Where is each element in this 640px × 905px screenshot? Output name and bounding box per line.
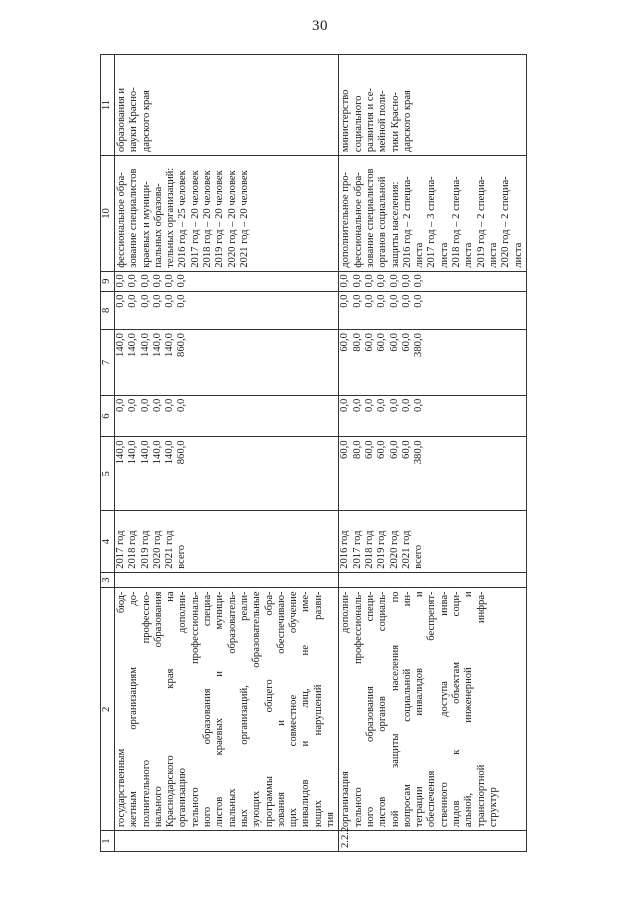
responsible-executor-line: социального — [352, 95, 364, 153]
local-funding-row — [164, 292, 176, 330]
activity-description-line: листов органов социаль- — [377, 591, 389, 828]
federal-funding-value: 0,0 — [339, 398, 351, 412]
local-funding-value: 0,0 — [127, 294, 139, 308]
other-funding-value: 0,0 — [139, 274, 151, 288]
federal-funding-value: 0,0 — [351, 398, 363, 412]
expected-result-line: пальных образова- — [152, 183, 164, 268]
federal-funding-row — [376, 396, 388, 437]
year-cell-row — [413, 511, 425, 571]
year-cell-row — [176, 511, 188, 571]
other-funding-row — [152, 272, 164, 291]
year-cell-value: 2017 год — [115, 530, 126, 569]
other-funding-value: 0,0 — [376, 274, 388, 288]
expected-result-line: 2020 год – 2 специа- — [500, 176, 512, 268]
expected-result-line: листа — [512, 242, 524, 268]
responsible-executor-line: дарского края — [401, 90, 413, 153]
local-funding-row — [352, 292, 364, 330]
local-funding-row — [152, 292, 164, 330]
local-funding-value: 0,0 — [164, 294, 176, 308]
expected-result-line: зование специалистов — [364, 168, 376, 268]
regional-funding-value: 80,0 — [351, 333, 363, 352]
year-cell-value: 2018 год — [127, 530, 139, 569]
activity-description-line: альной, инженерной и — [463, 591, 475, 828]
total-funding-value: 860,0 — [176, 440, 188, 465]
other-funding-row — [115, 272, 127, 291]
year-cell-value: всего — [176, 544, 188, 569]
federal-funding-value: 0,0 — [363, 398, 375, 412]
total-funding-value: 140,0 — [139, 440, 151, 465]
other-funding-value: 0,0 — [115, 274, 126, 288]
federal-funding-row — [152, 396, 164, 437]
total-funding-row — [115, 437, 127, 510]
year-cell-value: 2016 год — [339, 530, 351, 569]
activity-description-line: теграции инвалидов и — [414, 591, 426, 828]
regional-funding-value: 380,0 — [413, 333, 425, 357]
federal-funding — [339, 395, 526, 437]
activity-description-line: государственным бюд- — [116, 591, 127, 828]
total-funding — [339, 437, 526, 511]
other-funding-value: 0,0 — [176, 274, 188, 288]
expected-result-line: листа — [463, 242, 475, 268]
local-funding-value: 0,0 — [363, 294, 375, 308]
year-cell-row — [376, 511, 388, 571]
expected-result-line: фессиональное обра- — [116, 172, 127, 268]
activity-description-line: зующих образовательные — [251, 591, 263, 828]
year-cell-value: 2019 год — [376, 530, 388, 569]
responsible-executor-line: дарского края — [140, 90, 152, 153]
year-cell-row — [127, 511, 139, 571]
total-funding — [115, 437, 339, 511]
total-funding-value: 380,0 — [413, 440, 425, 465]
other-funding-row — [413, 272, 425, 291]
expected-result-line: тельных организаций: — [165, 167, 177, 268]
total-funding-row — [401, 437, 413, 510]
total-funding-value: 60,0 — [400, 440, 412, 459]
regional-funding-row — [176, 330, 188, 395]
expected-result-line: 2019 год – 2 специа- — [475, 176, 487, 268]
regional-funding-row — [401, 330, 413, 395]
other-funding-value: 0,0 — [127, 274, 139, 288]
responsible-executor — [339, 55, 526, 156]
regional-funding-row — [127, 330, 139, 395]
total-funding-row — [152, 437, 164, 510]
year-cell-value: 2019 год — [139, 530, 151, 569]
local-funding-value: 0,0 — [176, 294, 188, 308]
header-col-6: 6 — [101, 395, 115, 437]
activity-description-line: ного образования специ- — [364, 591, 376, 828]
regional-funding-row — [115, 330, 127, 395]
local-funding — [115, 291, 339, 330]
activity-description-line: инвалидов и лиц, не име- — [300, 591, 312, 828]
regional-funding-value: 60,0 — [400, 333, 412, 352]
header-col-11: 11 — [101, 55, 115, 156]
activity-description-line: ных организаций, реали- — [238, 591, 250, 828]
activity-description — [339, 588, 526, 831]
activity-description-line: зования и обеспечиваю- — [275, 591, 287, 828]
activity-description-line: ющих нарушений разви- — [312, 591, 324, 828]
regional-funding-row — [140, 330, 152, 395]
year-cell-row — [140, 511, 152, 571]
activity-description-line: пальных образователь- — [226, 591, 238, 828]
other-funding-stack — [115, 272, 189, 291]
regional-funding-value: 140,0 — [164, 333, 176, 357]
local-funding-value: 0,0 — [115, 294, 126, 308]
regional-funding-value: 60,0 — [376, 333, 388, 352]
activity-description-line: нального образования — [152, 591, 164, 828]
activity-description-line: организация дополни- — [340, 591, 352, 828]
regional-funding-row — [389, 330, 401, 395]
header-col-4: 4 — [101, 511, 115, 572]
regional-funding — [115, 330, 339, 396]
expected-result-line: 2017 год – 20 человек — [189, 170, 201, 268]
year-cell-stack — [115, 511, 189, 571]
local-funding-value: 0,0 — [400, 294, 412, 308]
activity-description-line: структур — [487, 787, 499, 828]
total-funding-row — [413, 437, 425, 510]
responsible-executor-line: науки Красно- — [128, 87, 140, 153]
federal-funding-stack — [115, 396, 189, 437]
header-col-1: 1 — [101, 831, 115, 852]
activity-description-line: тия — [325, 812, 337, 828]
activity-description-line: тельного профессиональ- — [189, 591, 201, 828]
local-funding-value: 0,0 — [351, 294, 363, 308]
total-funding-value: 140,0 — [115, 440, 126, 465]
responsible-executor-line: министерство — [340, 89, 352, 153]
local-funding-row — [176, 292, 188, 330]
expected-result-line: органов социальной — [377, 176, 389, 268]
regional-funding — [339, 330, 526, 396]
local-funding-row — [127, 292, 139, 330]
expected-result-line: 2020 год – 20 человек — [226, 170, 238, 268]
program-table — [100, 54, 527, 852]
expected-result-line: фессиональное обра- — [352, 172, 364, 268]
responsible-executor-line: мейной поли- — [377, 90, 389, 153]
expected-result-line: 2016 год – 2 специа- — [401, 176, 413, 268]
regional-funding-stack — [115, 330, 189, 395]
expected-result-line: листа — [438, 242, 450, 268]
other-funding-stack — [339, 272, 425, 291]
other-funding-value: 0,0 — [351, 274, 363, 288]
expected-result-line: защиты населения: — [389, 181, 401, 268]
total-funding-row — [364, 437, 376, 510]
local-funding-value: 0,0 — [339, 294, 351, 308]
header-row — [101, 55, 115, 852]
federal-funding-row — [339, 396, 351, 437]
federal-funding-value: 0,0 — [139, 398, 151, 412]
activity-description-line: жетным организациям до- — [128, 591, 140, 828]
activity-description-line: организацию дополни- — [177, 591, 189, 828]
regional-funding-row — [352, 330, 364, 395]
year-cell-row — [115, 511, 127, 571]
page-number: 30 — [312, 18, 328, 34]
federal-funding-value: 0,0 — [413, 398, 425, 412]
local-funding-row — [401, 292, 413, 330]
year-cell — [115, 511, 339, 572]
local-funding-row — [339, 292, 351, 330]
federal-funding-value: 0,0 — [127, 398, 139, 412]
expected-result-line: зование специалистов — [128, 168, 140, 268]
activity-description-line: тельного профессиональ- — [352, 591, 364, 828]
expected-result-line: 2016 год – 25 человек — [177, 170, 189, 268]
total-funding-value: 80,0 — [351, 440, 363, 459]
responsible-executor-line: тики Красно- — [389, 92, 401, 153]
other-funding-value: 0,0 — [388, 274, 400, 288]
other-funding-row — [339, 272, 351, 291]
federal-funding-row — [389, 396, 401, 437]
expected-result-line: листа — [414, 242, 426, 268]
other-funding-value: 0,0 — [164, 274, 176, 288]
regional-funding-value: 140,0 — [139, 333, 151, 357]
regional-funding-row — [413, 330, 425, 395]
table-body — [115, 55, 527, 852]
year-cell-value: 2018 год — [363, 530, 375, 569]
activity-description-line: щих совместное обучение — [288, 591, 300, 828]
year-cell — [339, 511, 526, 572]
expected-result-line: 2018 год – 2 специа- — [451, 176, 463, 268]
year-cell-stack — [339, 511, 425, 571]
regional-funding-value: 140,0 — [151, 333, 163, 357]
header-col-3: 3 — [101, 572, 115, 588]
other-funding-row — [352, 272, 364, 291]
local-funding-value: 0,0 — [151, 294, 163, 308]
responsible-executor-line: развития и се- — [364, 88, 376, 153]
regional-funding-value: 140,0 — [127, 333, 139, 357]
total-funding-value: 140,0 — [127, 440, 139, 465]
year-cell-value: 2020 год — [388, 530, 400, 569]
other-funding-value: 0,0 — [413, 274, 425, 288]
local-funding-value: 0,0 — [139, 294, 151, 308]
year-cell-value: 2017 год — [351, 530, 363, 569]
local-funding-row — [115, 292, 127, 330]
local-funding-row — [364, 292, 376, 330]
year-cell-row — [364, 511, 376, 571]
table-row — [115, 55, 339, 852]
expected-result-line: 2018 год – 20 человек — [202, 170, 214, 268]
table-row — [339, 55, 526, 852]
year-cell-row — [401, 511, 413, 571]
year-cell-row — [339, 511, 351, 571]
federal-funding-row — [164, 396, 176, 437]
federal-funding-row — [352, 396, 364, 437]
activity-description-line: программы общего обра- — [263, 591, 275, 828]
federal-funding-row — [401, 396, 413, 437]
local-funding-value: 0,0 — [413, 294, 425, 308]
regional-funding-value: 860,0 — [176, 333, 188, 357]
other-funding-row — [389, 272, 401, 291]
total-funding-row — [389, 437, 401, 510]
local-funding-value: 0,0 — [376, 294, 388, 308]
other-funding-value: 0,0 — [339, 274, 351, 288]
federal-funding-value: 0,0 — [388, 398, 400, 412]
other-funding-row — [127, 272, 139, 291]
total-funding-value: 60,0 — [363, 440, 375, 459]
regional-funding-stack — [339, 330, 425, 395]
activity-description-line: транспортной инфра- — [475, 591, 487, 828]
total-funding-row — [352, 437, 364, 510]
total-funding-row — [376, 437, 388, 510]
header-col-9: 9 — [101, 271, 115, 291]
federal-funding-value: 0,0 — [176, 398, 188, 412]
regional-funding-value: 60,0 — [363, 333, 375, 352]
regional-funding-row — [164, 330, 176, 395]
row-number — [115, 831, 339, 852]
regional-funding-row — [339, 330, 351, 395]
federal-funding-value: 0,0 — [400, 398, 412, 412]
expected-result-line: 2021 год – 20 человек — [238, 170, 250, 268]
federal-funding-stack — [339, 396, 425, 437]
total-funding-value: 140,0 — [151, 440, 163, 465]
expected-result-line: дополнительное про- — [340, 171, 352, 268]
other-funding-row — [140, 272, 152, 291]
year-cell-value: 2020 год — [151, 530, 163, 569]
federal-funding-value: 0,0 — [151, 398, 163, 412]
other-funding-row — [376, 272, 388, 291]
total-funding-row — [176, 437, 188, 510]
total-funding-row — [140, 437, 152, 510]
expected-result-line: листа — [487, 242, 499, 268]
other-funding-row — [401, 272, 413, 291]
responsible-executor — [115, 55, 339, 156]
year-cell-row — [164, 511, 176, 571]
activity-description-line: Краснодарского края на — [165, 591, 177, 828]
other-funding-value: 0,0 — [363, 274, 375, 288]
local-funding-value: 0,0 — [388, 294, 400, 308]
local-funding-stack — [115, 292, 189, 330]
regional-funding-row — [376, 330, 388, 395]
year-cell-row — [389, 511, 401, 571]
other-funding-row — [164, 272, 176, 291]
federal-funding-row — [127, 396, 139, 437]
total-funding-value: 60,0 — [388, 440, 400, 459]
total-funding-value: 60,0 — [339, 440, 351, 459]
header-col-2: 2 — [101, 588, 115, 831]
activity-description-line: полнительного профессио- — [140, 591, 152, 828]
header-col-7: 7 — [101, 330, 115, 396]
rotated-table-container — [100, 54, 540, 852]
total-funding-row — [127, 437, 139, 510]
total-funding-stack — [115, 437, 189, 510]
total-funding-row — [339, 437, 351, 510]
other-funding-value: 0,0 — [400, 274, 412, 288]
other-funding-row — [176, 272, 188, 291]
expected-result-line: 2017 год – 3 специа- — [426, 176, 438, 268]
federal-funding-value: 0,0 — [164, 398, 176, 412]
local-funding-row — [389, 292, 401, 330]
header-col-5: 5 — [101, 437, 115, 511]
regional-funding-row — [364, 330, 376, 395]
activity-description-line: листов краевых и муници- — [214, 591, 226, 828]
local-funding-row — [376, 292, 388, 330]
total-funding-value: 60,0 — [376, 440, 388, 459]
other-funding — [115, 271, 339, 291]
row-number: 2.2.2 — [339, 831, 526, 852]
federal-funding — [115, 395, 339, 437]
regional-funding-row — [152, 330, 164, 395]
other-funding — [339, 271, 526, 291]
federal-funding-row — [176, 396, 188, 437]
activity-description — [115, 588, 339, 831]
activity-description-line: ной защиты населения по — [389, 591, 401, 828]
activity-description-line: лидов к объектам соци- — [451, 591, 463, 828]
activity-description-line: вопросам социальной ин- — [401, 591, 413, 828]
local-funding-stack — [339, 292, 425, 330]
federal-funding-row — [140, 396, 152, 437]
local-funding-row — [140, 292, 152, 330]
activity-description-line: обеспечения беспрепят- — [426, 591, 438, 828]
regional-funding-value: 60,0 — [388, 333, 400, 352]
other-funding-row — [364, 272, 376, 291]
empty-col-3 — [339, 572, 526, 588]
year-cell-value: всего — [413, 544, 425, 569]
total-funding-stack — [339, 437, 425, 510]
activity-description-line: ного образования специа- — [202, 591, 214, 828]
header-col-8: 8 — [101, 291, 115, 330]
total-funding-row — [164, 437, 176, 510]
regional-funding-value: 60,0 — [339, 333, 351, 352]
federal-funding-value: 0,0 — [376, 398, 388, 412]
year-cell-row — [152, 511, 164, 571]
year-cell-row — [352, 511, 364, 571]
header-col-10: 10 — [101, 156, 115, 272]
empty-col-3 — [115, 572, 339, 588]
other-funding-value: 0,0 — [151, 274, 163, 288]
federal-funding-value: 0,0 — [115, 398, 126, 412]
local-funding — [339, 291, 526, 330]
federal-funding-row — [413, 396, 425, 437]
year-cell-value: 2021 год — [164, 530, 176, 569]
expected-result-line: 2019 год – 20 человек — [214, 170, 226, 268]
local-funding-row — [413, 292, 425, 330]
expected-result — [115, 156, 339, 272]
federal-funding-row — [115, 396, 127, 437]
regional-funding-value: 140,0 — [115, 333, 126, 357]
year-cell-value: 2021 год — [400, 530, 412, 569]
federal-funding-row — [364, 396, 376, 437]
responsible-executor-line: образования и — [116, 87, 127, 153]
activity-description-line: ственного доступа инва- — [438, 591, 450, 828]
total-funding-value: 140,0 — [164, 440, 176, 465]
expected-result — [339, 156, 526, 272]
expected-result-line: краевых и муници- — [140, 181, 152, 268]
